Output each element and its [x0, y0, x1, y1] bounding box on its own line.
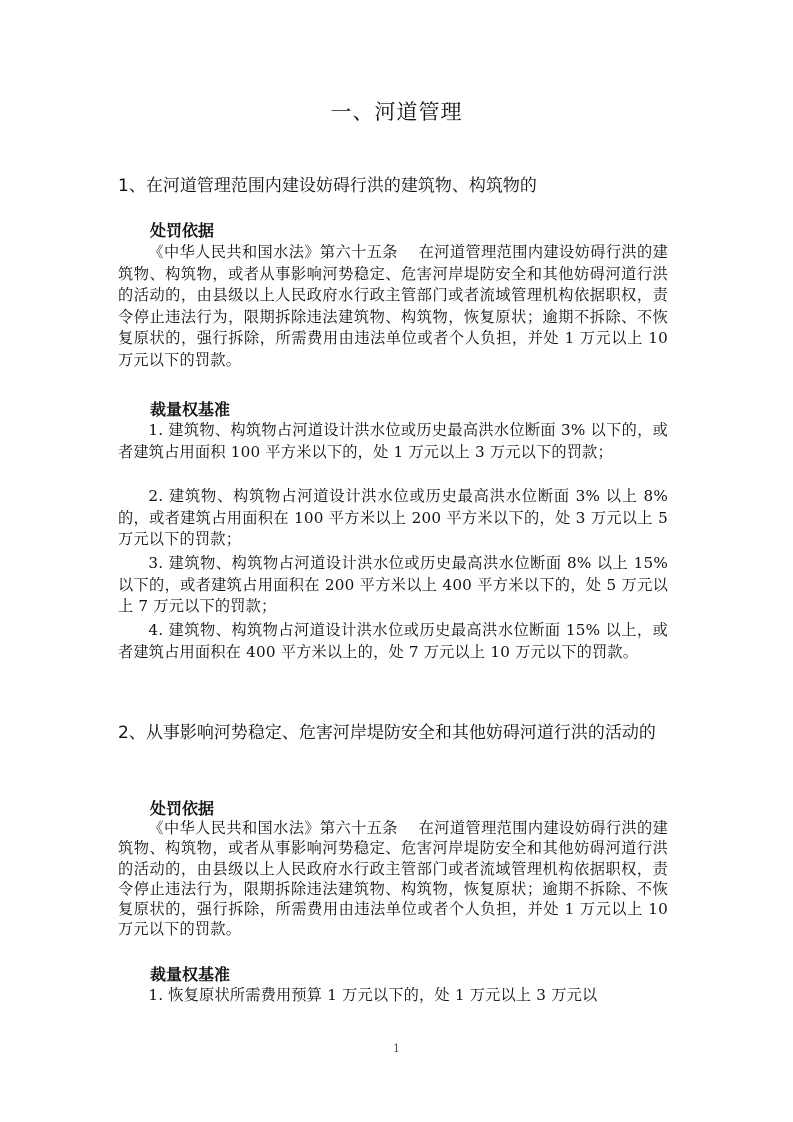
- section-1-heading: 1、在河道管理范围内建设妨碍行洪的建筑物、构筑物的: [118, 176, 537, 196]
- section-1-item-2: 2. 建筑物、构筑物占河道设计洪水位或历史最高洪水位断面 3% 以上 8%的，或者建筑占用面积在 100 平方米以上 200 平方米以下的，处 3 万元以上 5 万元以下的罚款；: [118, 487, 668, 548]
- section-2-basis-text: 《中华人民共和国水法》第六十五条 在河道管理范围内建设妨碍行洪的建筑物、构筑物，或者从事影响河势稳定、危害河岸堤防安全和其他妨碍河道行洪的活动的，由县级以上人民政府水行政主管部门或者流域管理机构依据职权，责令停止违法行为，限期拆除违法建筑物、构筑物，恢复原状；逾期不拆除、不恢复原状的，强行拆除，所需费用由违法单位或者个人负担，并处 1 万元以上 10 万元以下的罚款。: [118, 819, 668, 939]
- page-title: 一、河道管理: [330, 100, 463, 124]
- section-1-standard-label: 裁量权基准: [150, 400, 231, 419]
- section-2-standard-label: 裁量权基准: [150, 965, 231, 984]
- page-number: 1: [393, 1042, 400, 1055]
- section-1-basis-label: 处罚依据: [150, 221, 215, 240]
- section-2-basis-label: 处罚依据: [150, 799, 215, 818]
- section-1-item-1: 1. 建筑物、构筑物占河道设计洪水位或历史最高洪水位断面 3% 以下的，或者建筑占用面积 100 平方米以下的，处 1 万元以上 3 万元以下的罚款；: [118, 421, 668, 461]
- section-1-item-4: 4. 建筑物、构筑物占河道设计洪水位或历史最高洪水位断面 15% 以上，或者建筑占用面积在 400 平方米以上的，处 7 万元以上 10 万元以下的罚款。: [118, 621, 668, 661]
- section-2-heading: 2、从事影响河势稳定、危害河岸堤防安全和其他妨碍河道行洪的活动的: [118, 723, 656, 743]
- section-1-basis-text: 《中华人民共和国水法》第六十五条 在河道管理范围内建设妨碍行洪的建筑物、构筑物，或者从事影响河势稳定、危害河岸堤防安全和其他妨碍河道行洪的活动的，由县级以上人民政府水行政主管部门或者流域管理机构依据职权，责令停止违法行为，限期拆除违法建筑物、构筑物，恢复原状；逾期不拆除、不恢复原状的，强行拆除，所需费用由违法单位或者个人负担，并处 1 万元以上 10 万元以下的罚款。: [118, 243, 668, 369]
- section-2-item-1: 1. 恢复原状所需费用预算 1 万元以下的，处 1 万元以上 3 万元以: [148, 986, 598, 1004]
- section-1-item-3: 3. 建筑物、构筑物占河道设计洪水位或历史最高洪水位断面 8% 以上 15%以下的，或者建筑占用面积在 200 平方米以上 400 平方米以下的，处 5 万元以上 7 万元以下的罚款；: [118, 554, 668, 615]
